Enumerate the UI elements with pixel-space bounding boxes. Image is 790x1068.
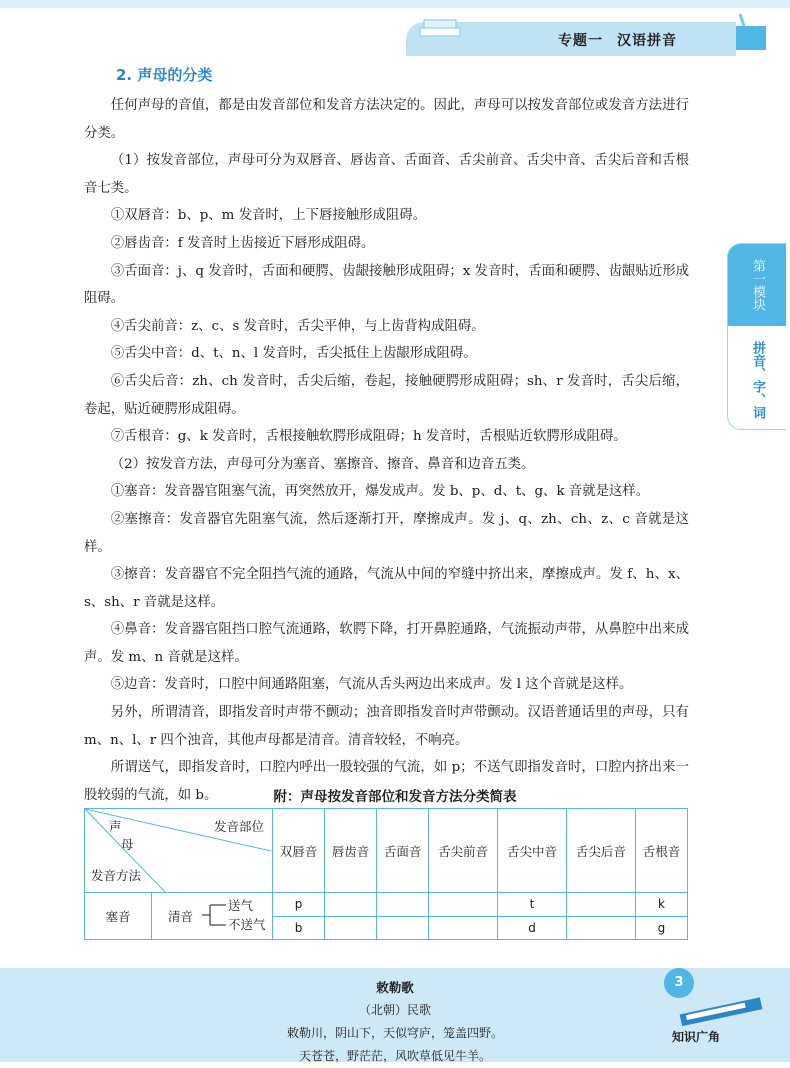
header-title xyxy=(558,30,691,50)
poem-author: （北朝）民歌 xyxy=(358,1003,431,1017)
table-cell xyxy=(429,916,498,940)
poem-line: 天苍苍，野茫茫，风吹草低见牛羊。 xyxy=(298,1049,491,1063)
paragraph: 所谓送气，即指发音时，口腔内呼出一股较强的气流，如 p；不送气即指发音时，口腔内挤出来一股较弱的气流，如 b。 xyxy=(84,760,689,803)
table-cell xyxy=(429,893,498,917)
corner-label: 声 xyxy=(109,819,122,834)
table-cell: d xyxy=(498,916,567,940)
table-header-cell: 舌尖中音 xyxy=(498,809,567,893)
paragraph: ③擦音：发音器官不完全阻挡气流的通路，气流从中间的窄缝中挤出来，摩擦成声。发 f、h、x、s、sh、r 音就是这样。 xyxy=(84,567,689,610)
module-side-tab[interactable] xyxy=(727,243,786,430)
paragraph: ④舌尖前音：z、c、s 发音时，舌尖平伸，与上齿背构成阻碍。 xyxy=(110,318,485,334)
corner-label: 发音部位 xyxy=(213,819,264,834)
table-cell: g xyxy=(635,916,687,940)
table-cell xyxy=(325,893,377,917)
footer-badge: 知识广角 xyxy=(672,1030,721,1044)
table-cell xyxy=(566,893,635,917)
paragraph: ⑥舌尖后音：zh、ch 发音时，舌尖后缩，卷起，接触硬腭形成阻碍；sh、r 发音时，舌尖后缩，卷起，贴近硬腭形成阻碍。 xyxy=(84,373,689,417)
table-cell xyxy=(566,916,635,940)
table-cell xyxy=(325,916,377,940)
table-corner-cell xyxy=(85,809,273,893)
poem-line: 敕勒川，阴山下，天似穹庐，笼盖四野。 xyxy=(286,1026,503,1040)
paragraph: 任何声母的音值，都是由发音部位和发音方法决定的。因此，声母可以按发音部位或发音方法进行分类。 xyxy=(84,98,689,141)
paragraph: ②塞擦音：发音器官先阻塞气流，然后逐渐打开，摩擦成声。发 j、q、zh、ch、z、c 音就是这样。 xyxy=(84,511,689,555)
module-topics: 拼音、字、词 xyxy=(750,341,765,419)
table-cell: t xyxy=(498,893,567,917)
paragraph: ⑤舌尖中音：d、t、n、l 发音时，舌尖抵住上齿龈形成阻碍。 xyxy=(110,346,477,362)
paragraph: ⑤边音：发音时，口腔中间通路阻塞，气流从舌头两边出来成声。发 l 这个音就是这样。 xyxy=(110,677,633,693)
table-cell: p xyxy=(273,893,325,917)
main-content xyxy=(84,64,689,809)
table-header-cell: 双唇音 xyxy=(273,809,325,893)
page-header xyxy=(0,0,790,60)
header-stripe xyxy=(0,0,790,8)
pencil-cup-icon xyxy=(728,12,772,52)
section-title: 2. 声母的分类 xyxy=(116,66,213,84)
paragraph: （2）按发音方法，声母可分为塞音、塞擦音、擦音、鼻音和边音五类。 xyxy=(110,456,535,472)
table-row xyxy=(85,893,688,917)
table-caption: 附：声母按发音部位和发音方法分类简表 xyxy=(273,789,517,805)
table-header-cell: 唇齿音 xyxy=(325,809,377,893)
header-subject: 汉语拼音 xyxy=(617,33,677,49)
poem-title: 敕勒歌 xyxy=(376,980,414,995)
header-topic: 专题一 xyxy=(558,33,603,49)
table-header-cell: 舌根音 xyxy=(635,809,687,893)
corner-label: 发音方法 xyxy=(91,868,142,883)
paragraph: ①双唇音：b、p、m 发音时，上下唇接触形成阻碍。 xyxy=(110,208,427,224)
table-header-row xyxy=(85,809,688,893)
paragraph: ③舌面音：j、q 发音时，舌面和硬腭、齿龈接触形成阻碍；x 发音时，舌面和硬腭、齿龈贴近形成阻碍。 xyxy=(84,263,689,307)
table-cell xyxy=(377,893,429,917)
row-label: 塞音 xyxy=(85,893,152,940)
table-header-cell: 舌尖后音 xyxy=(566,809,635,893)
paragraph: ②唇齿音：f 发音时上齿接近下唇形成阻碍。 xyxy=(110,235,375,251)
sub-label: 清音 xyxy=(168,909,194,924)
paragraph: ①塞音：发音器官阻塞气流，再突然放开，爆发成声。发 b、p、d、t、g、k 音就是这样。 xyxy=(110,484,650,500)
sub-label: 送气 xyxy=(228,898,254,913)
table-header-cell: 舌面音 xyxy=(377,809,429,893)
books-icon xyxy=(418,14,462,40)
bracket-icon xyxy=(202,901,228,931)
initials-table xyxy=(84,808,688,940)
paragraph: 另外，所谓清音，即指发音时声带不颤动；浊音即指发音时声带颤动。汉语普通话里的声母，只有 m、n、l、r 四个浊音，其他声母都是清音。清音较轻，不响亮。 xyxy=(84,705,689,748)
table-header-cell: 舌尖前音 xyxy=(429,809,498,893)
module-label: 第一模块 xyxy=(728,244,786,326)
sub-label: 不送气 xyxy=(228,917,266,932)
sub-label-cell xyxy=(152,893,273,940)
paragraph: ⑦舌根音：g、k 发音时，舌根接触软腭形成阻碍；h 发音时，舌根贴近软腭形成阻碍。 xyxy=(110,429,627,445)
paragraph: （1）按发音部位，声母可分为双唇音、唇齿音、舌面音、舌尖前音、舌尖中音、舌尖后音和舌根音七类。 xyxy=(84,153,689,196)
paragraph: ④鼻音：发音器官阻挡口腔气流通路，软腭下降，打开鼻腔通路，气流振动声带，从鼻腔中出来成声。发 m、n 音就是这样。 xyxy=(84,622,689,665)
corner-label: 母 xyxy=(121,837,134,852)
table-cell: k xyxy=(635,893,687,917)
page-number: 3 xyxy=(664,968,694,998)
table-cell xyxy=(377,916,429,940)
table-cell: b xyxy=(273,916,325,940)
